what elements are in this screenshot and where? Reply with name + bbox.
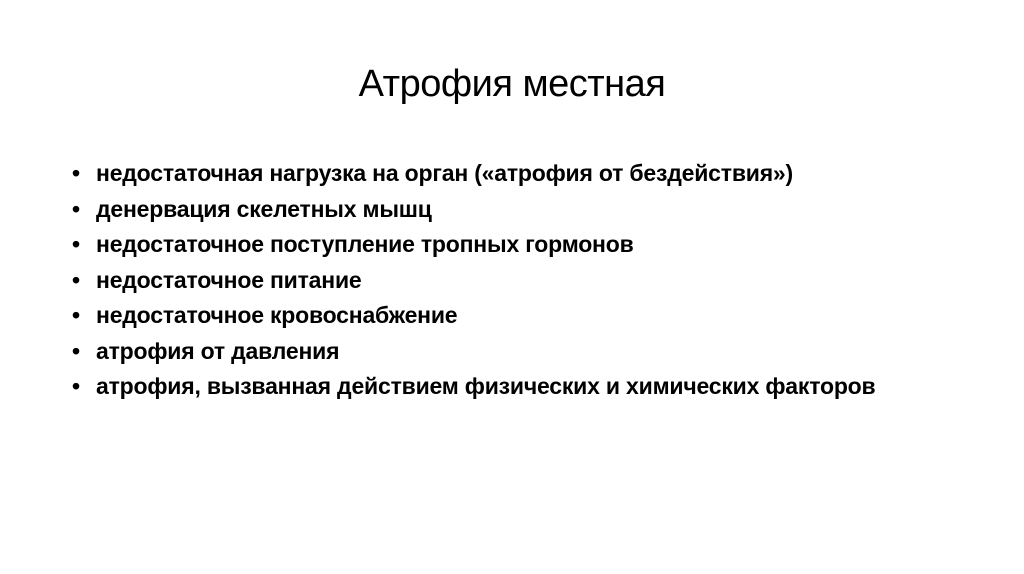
list-item-text: денервация скелетных мышц xyxy=(96,195,432,222)
list-item-text: атрофия, вызванная действием физических и химических факторов xyxy=(96,373,876,399)
bullet-icon: • xyxy=(72,195,80,222)
bullet-icon: • xyxy=(72,337,80,364)
list-item-text: недостаточное кровоснабжение xyxy=(96,302,458,328)
list-item xyxy=(72,263,952,299)
list-item-text: недостаточное поступление тропных гормонов xyxy=(96,231,634,257)
bullet-icon: • xyxy=(72,266,80,293)
slide-title: Атрофия местная xyxy=(358,63,666,105)
list-item xyxy=(72,298,952,334)
bullet-icon: • xyxy=(72,373,80,399)
list-item xyxy=(72,192,952,228)
list-item xyxy=(72,156,952,192)
list-item-text: недостаточное питание xyxy=(96,266,362,293)
bullet-icon: • xyxy=(72,231,80,257)
list-item-text: атрофия от давления xyxy=(96,337,340,364)
bullet-icon: • xyxy=(72,302,80,328)
list-item xyxy=(72,227,952,263)
list-item xyxy=(72,369,952,405)
list-item-text: недостаточная нагрузка на орган («атрофия от бездействия») xyxy=(96,160,793,186)
bullet-icon: • xyxy=(72,160,80,186)
bullet-list xyxy=(72,156,952,405)
list-item xyxy=(72,334,952,370)
